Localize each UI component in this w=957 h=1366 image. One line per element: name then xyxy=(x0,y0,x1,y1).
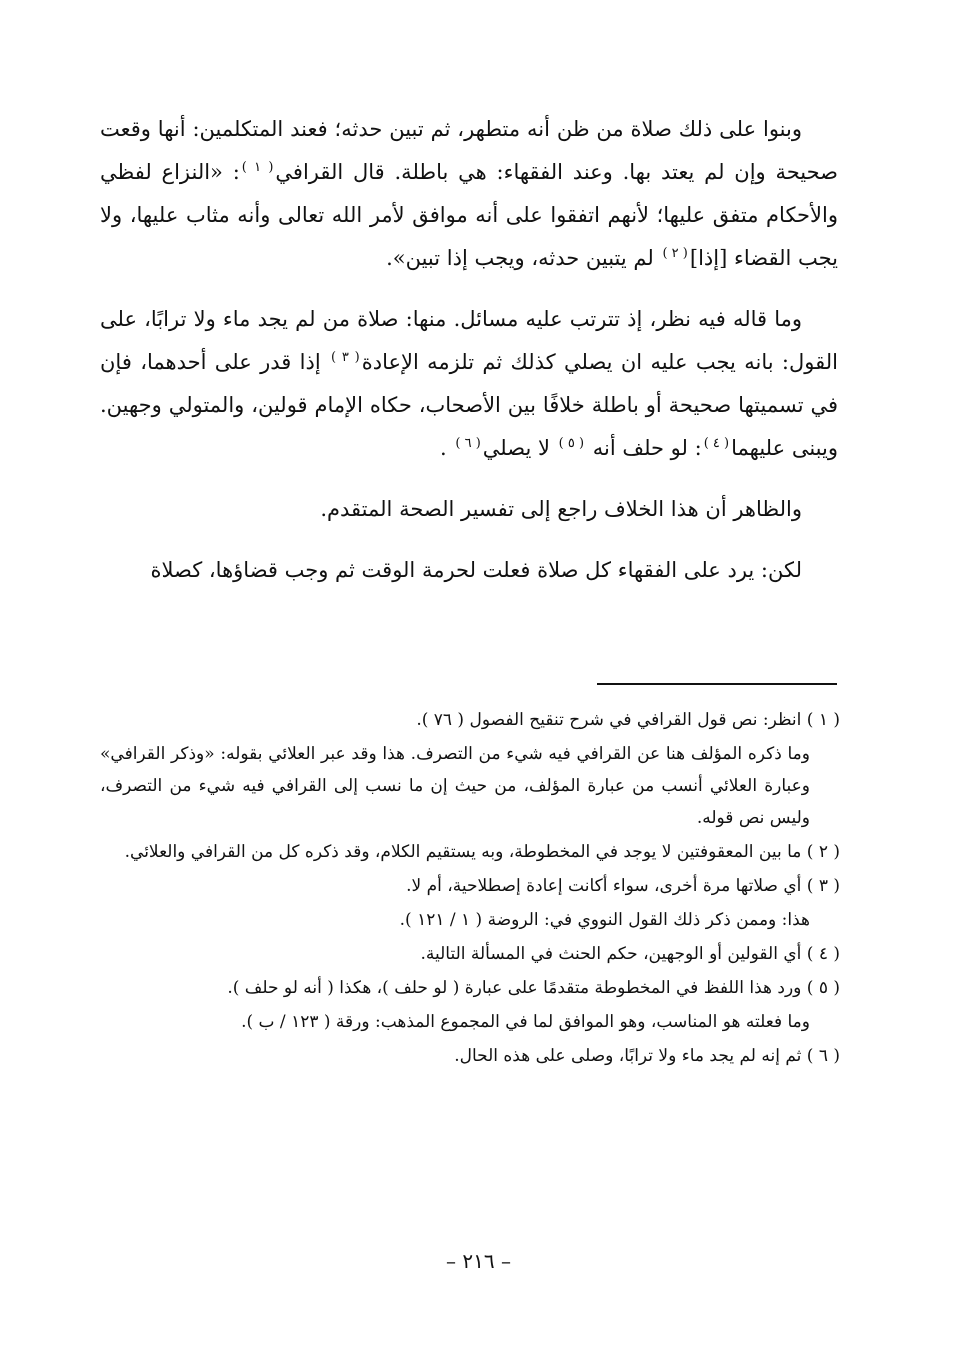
text-segment: وما قاله فيه نظر، إذ تترتب عليه مسائل. منها: صلاة من لم يجد ماء ولا ترابًا، على القول: بانه يجب عليه ان يصلي كذلك ثم تلزمه الإعادة xyxy=(100,307,838,374)
footnotes xyxy=(100,704,840,1074)
paragraph-2 xyxy=(100,298,838,470)
footnote-ref: ( ٢ ) xyxy=(662,246,688,261)
text-segment: وبنوا على ذلك صلاة من ظن أنه متطهر، ثم تبين حدثه؛ فعند المتكلمين: أنها وقعت صحيحة وإن لم يعتد بها. وعند الفقهاء: هي باطلة. قال القرافي xyxy=(100,117,838,184)
footnote-separator xyxy=(597,683,837,685)
text-segment: إذا قدر على أحدهما، فإن في تسميتها صحيحة أو باطلة خلافًا بين الأصحاب، حكاه الإمام قولين، والمتولي وجهين. ويبنى عليهما xyxy=(100,350,838,460)
footnote-5: ( ٥ ) ورد هذا اللفظ في المخطوطة متقدمًا على عبارة ( لو حلف )، هكذا ( أنه لو حلف ). xyxy=(227,978,840,998)
footnote-3-continuation: هذا: وممن ذكر ذلك القول النووي في: الروضة ( ١ / ١٢١ ). xyxy=(399,910,810,930)
footnote-1: ( ١ ) انظر: نص قول القرافي في شرح تنقيح الفصول ( ٧٦ ). xyxy=(416,710,840,730)
footnote-ref: ( ٦ ) xyxy=(455,436,481,451)
text-segment: لا يصلي xyxy=(482,436,557,460)
paragraph-3 xyxy=(100,488,838,531)
footnote-ref: ( ١ ) xyxy=(241,160,274,175)
main-text xyxy=(100,108,838,592)
footnote-ref: ( ٥ ) xyxy=(558,436,585,451)
paragraph-4 xyxy=(100,549,838,592)
text-segment: : لو حلف أنه xyxy=(586,436,702,460)
footnote-5-continuation: وما فعلته هو المناسب، وهو الموافق لما في المجموع المذهب: ورقة ( ١٢٣ / ب ). xyxy=(241,1012,810,1032)
footnote-2: ( ٢ ) ما بين المعقوفتين لا يوجد في المخطوطة، وبه يستقيم الكلام، وقد ذكره كل من القرافي والعلائي. xyxy=(124,842,840,862)
text-segment: : «النزاع لفظي والأحكام متفق عليها؛ لأنهم اتفقوا على أنه موافق لأمر الله تعالى وأنه مثاب عليها، ولا يجب القضاء [إذا] xyxy=(100,160,838,270)
footnote-4: ( ٤ ) أي القولين أو الوجهين، حكم الحنث في المسألة التالية. xyxy=(420,944,840,964)
page-number: – ٢١٦ – xyxy=(446,1249,511,1273)
footnote-ref: ( ٣ ) xyxy=(331,350,360,365)
footnote-6: ( ٦ ) ثم إنه لم يجد ماء ولا ترابًا، وصلى على هذه الحال. xyxy=(454,1046,840,1066)
footnote-1-continuation: وما ذكره المؤلف هنا عن القرافي فيه شيء من التصرف. هذا وقد عبر العلائي بقوله: «وذكر القرافي» وعبارة العلائي أنسب من عبارة المؤلف، من حيث إن ما نسب إلى القرافي فيه شيء من التصرف، وليس نص قوله. xyxy=(100,744,810,828)
text-segment: لم يتبين حدثه، ويجب إذا تبين». xyxy=(386,246,661,270)
footnote-3: ( ٣ ) أي صلاتها مرة أخرى، سواء أكانت إعادة إصطلاحية، أم لا. xyxy=(406,876,840,896)
footnote-ref: ( ٤ ) xyxy=(703,436,730,451)
text-segment: والظاهر أن هذا الخلاف راجع إلى تفسير الصحة المتقدم. xyxy=(320,497,802,521)
text-segment: . xyxy=(440,436,454,460)
text-segment: لكن: يرد على الفقهاء كل صلاة فعلت لحرمة الوقت ثم وجب قضاؤها، كصلاة xyxy=(150,558,802,582)
paragraph-1 xyxy=(100,108,838,280)
